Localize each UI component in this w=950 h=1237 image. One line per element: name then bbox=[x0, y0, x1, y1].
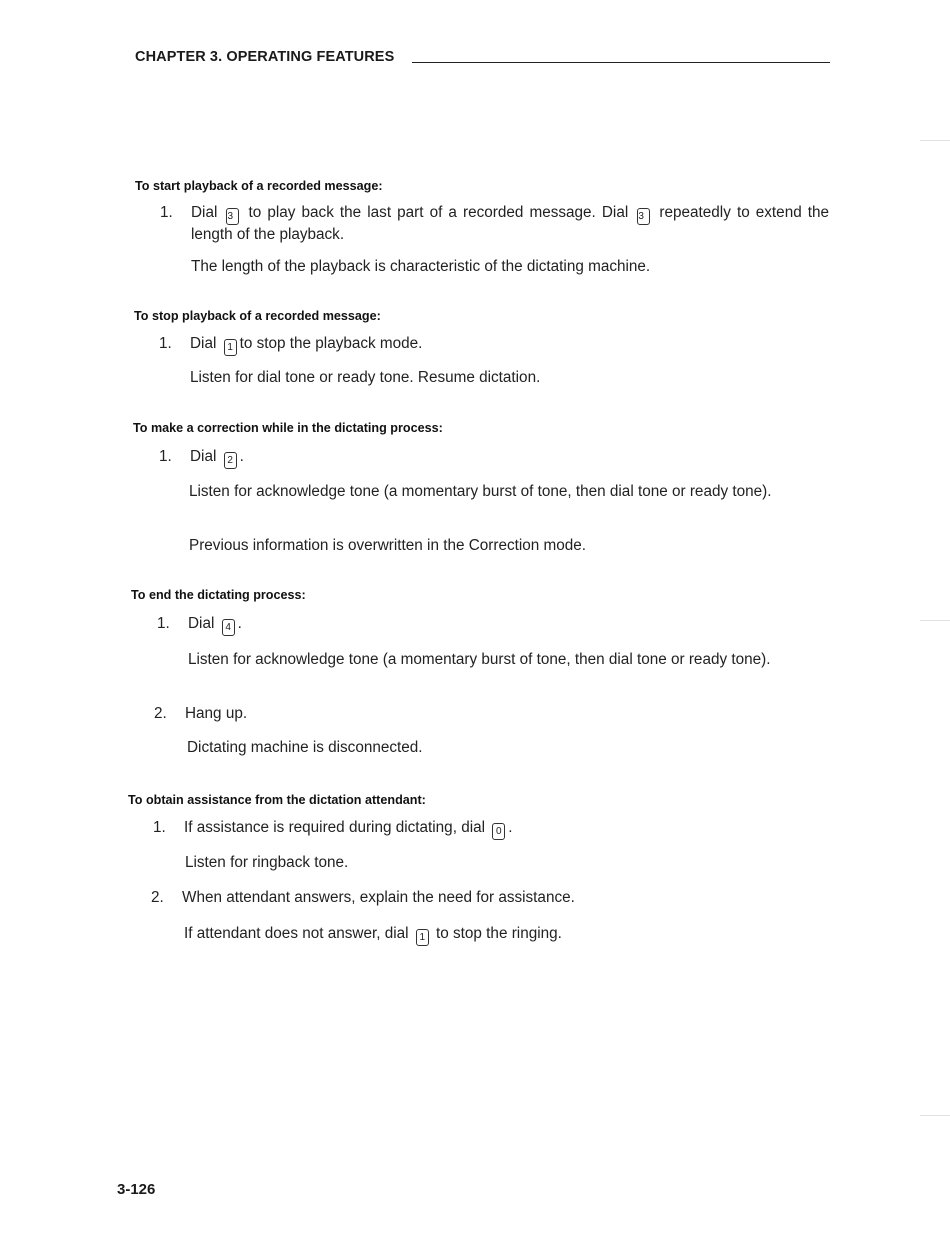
step-text bbox=[184, 818, 822, 840]
step-correction-1 bbox=[159, 447, 828, 469]
dial-key-1: 1 bbox=[224, 339, 237, 356]
step-end-dictating-2 bbox=[154, 704, 823, 723]
page-number: 3-126 bbox=[117, 1181, 156, 1198]
dial-key-2: 2 bbox=[224, 452, 237, 469]
step-note: Listen for ringback tone. bbox=[185, 854, 349, 871]
step-number: 1. bbox=[153, 819, 166, 836]
step-note: Listen for dial tone or ready tone. Resume dictation. bbox=[190, 369, 541, 386]
step-text bbox=[185, 704, 823, 723]
step-text bbox=[190, 447, 828, 469]
step-note bbox=[184, 924, 824, 946]
step-text-part: Dial bbox=[190, 335, 217, 352]
step-note: Listen for acknowledge tone (a momentary burst of tone, then dial tone or ready tone). bbox=[188, 651, 771, 668]
section-heading-correction: To make a correction while in the dictating process: bbox=[133, 421, 443, 435]
section-heading-start-playback: To start playback of a recorded message: bbox=[135, 179, 383, 193]
step-note: Previous information is overwritten in the Correction mode. bbox=[189, 537, 587, 554]
dial-key-1: 1 bbox=[416, 929, 429, 946]
step-text-part: repeatedly to extend the length of the playback. bbox=[191, 204, 830, 243]
step-text-part: Dial bbox=[190, 448, 217, 465]
note-text-part: If attendant does not answer, dial bbox=[184, 925, 409, 942]
step-text-part: to play back the last part of a recorded message. Dial bbox=[248, 204, 629, 221]
step-text bbox=[190, 334, 828, 356]
step-start-playback-1 bbox=[160, 203, 829, 244]
scan-mark bbox=[920, 620, 950, 621]
step-number: 1. bbox=[159, 448, 172, 465]
step-number: 2. bbox=[151, 889, 164, 906]
dial-key-4: 4 bbox=[222, 619, 235, 636]
step-text-part: Hang up. bbox=[185, 705, 248, 722]
step-attendant-1 bbox=[153, 818, 822, 840]
section-heading-stop-playback: To stop playback of a recorded message: bbox=[134, 309, 381, 323]
chapter-title: CHAPTER 3. OPERATING FEATURES bbox=[135, 49, 395, 65]
note-text-part: to stop the ringing. bbox=[436, 925, 562, 942]
step-attendant-2 bbox=[151, 888, 820, 907]
section-heading-end-dictating: To end the dictating process: bbox=[131, 588, 306, 602]
scan-mark bbox=[920, 1115, 950, 1116]
step-note: Dictating machine is disconnected. bbox=[187, 739, 423, 756]
step-text-part: Dial bbox=[191, 204, 218, 221]
scan-mark bbox=[920, 140, 950, 141]
step-text-part: . bbox=[239, 448, 244, 465]
step-number: 1. bbox=[159, 335, 172, 352]
step-number: 1. bbox=[160, 204, 173, 221]
step-text-part: If assistance is required during dictating, dial bbox=[184, 819, 486, 836]
chapter-header bbox=[135, 49, 830, 65]
step-note: The length of the playback is characteristic of the dictating machine. bbox=[191, 258, 651, 275]
step-text bbox=[188, 614, 826, 636]
step-text bbox=[191, 203, 829, 244]
step-note: Listen for acknowledge tone (a momentary burst of tone, then dial tone or ready tone). bbox=[189, 483, 772, 500]
step-number: 2. bbox=[154, 705, 167, 722]
dial-key-0: 0 bbox=[492, 823, 505, 840]
step-text bbox=[182, 888, 820, 907]
step-number: 1. bbox=[157, 615, 170, 632]
dial-key-3: 3 bbox=[226, 208, 239, 225]
header-rule bbox=[412, 62, 830, 63]
step-text-part: . bbox=[508, 819, 513, 836]
step-end-dictating-1 bbox=[157, 614, 826, 636]
step-text-part: . bbox=[237, 615, 242, 632]
step-text-part: to stop the playback mode. bbox=[239, 335, 423, 352]
step-text-part: When attendant answers, explain the need for assistance. bbox=[182, 889, 575, 906]
section-heading-attendant: To obtain assistance from the dictation attendant: bbox=[128, 793, 426, 807]
dial-key-3: 3 bbox=[637, 208, 650, 225]
step-stop-playback-1 bbox=[159, 334, 828, 356]
step-text-part: Dial bbox=[188, 615, 215, 632]
